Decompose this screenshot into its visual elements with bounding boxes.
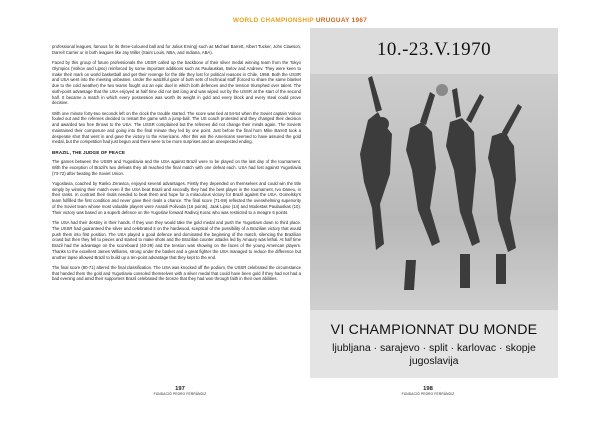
championship-poster-photo xyxy=(310,28,558,378)
championship-title: VI CHAMPIONNAT DU MONDE xyxy=(330,322,538,338)
publisher-credit: FUNDACIÓ PEDRO FERRÁNDIZ xyxy=(153,392,207,396)
paragraph: Yugoslavia, coached by Ranko Zeravica, enjoyed several advantages. Firstly they depended on themselves and could win the title simply by winning their match even if the USA beat Brazil and secondly they had the best player in the tournament, Ivo Daneu, in their ranks. In contrast their rivals needed to beat them and hope for a miraculous victory for Brazil against the USA. Gomelsky's team fulfilled the first condition and never gave their rivals a chance. The final score (71-59) reflected the overwhelming superiority of the Soviet team whose most valuable players were Anatoli Polivoda (16 points), Jaak Lipso (14) and Modestas Paulauskas (10). Their victory was based on a superb defence on the Yugoslav forward Radivoj Korac who was restricted to a meagre 6 points. xyxy=(52,180,301,215)
right-page-footer xyxy=(398,386,458,396)
page-number: 197 xyxy=(175,386,185,392)
championship-dates: 10.-23.V.1970 xyxy=(376,39,492,60)
left-page-footer xyxy=(150,386,210,396)
section-heading: BRAZIL, THE JUDGE OF PEACE xyxy=(52,149,126,155)
paragraph: The games between the USSR and Yugoslavia and the USA against Brazil were to be played on the last day of the tournament. With the exception of Brazil's two defeats they all reached the final match with one defeat each. USA had lost against Yugoslavia (73-72) after beating the Soviet Union. xyxy=(52,159,301,176)
paragraph: With one minute forty-two seconds left on the clock the trouble started. The score was tied at 54-54 when the Soviet captain Volnov fouled out and the referees decided to restart the game with a jump-ball. The US coach protested and they changed their decision and awarded two free throws to the USA. The USSR complained but the referees did not change their minds again. The Soviets maintained their composure and going into the final minute they led by one point. Just before the final horn Mike Barrett took a desperate shot that went in and gave the victory to the Americans. After this win the Americans seemed to have assured the gold medal, but the competition had just begun and there were to be more surprises and an unexpected ending. xyxy=(52,110,301,145)
page-number: 198 xyxy=(423,386,433,392)
ball-icon xyxy=(436,84,448,96)
header-title: WORLD CHAMPIONSHIP xyxy=(232,17,314,24)
running-header xyxy=(0,17,600,24)
paragraph: Faced by this group of future professionals the USSR called up the backbone of their silver medal winning team from the Tokyo Olympics (Volkov and Lipso) reinforced by some important additions such as Paulauskas, Belov and Andreev. They were keen to make their mark on world basketball and get their revenge for the title they lost for political reasons in Chile, 1959. Both the USSR and USA went into the meeting unbeaten. Under the watchful gaze of both sets of technical staff (forced to share the same blanket due to the cold weather) the two teams fought out an epic duel in which both defences and the tension triumphed over talent. The sixth-point advantage that the USA enjoyed at half time did not last long and was wiped out by the USSR at the start of the second half. It became a match in which every possession was worth its weight in gold and every block and every steal could prove decisive. xyxy=(52,60,301,106)
publisher-credit: FUNDACIÓ PEDRO FERRÁNDIZ xyxy=(401,392,455,396)
paragraph: The final score (80-71) altered the final classification. The USA was knocked off the podium, the USSR celebrated the circumstance that handed them the gold and Yugoslavia consoled themselves with a silver medal that could have been gold if they had not had a bad evening and amid their supporters Brazil celebrated the bronze that they had won through faith in their own abilities. xyxy=(52,264,301,282)
host-country: jugoslavija xyxy=(409,355,459,367)
article-body xyxy=(52,44,301,386)
header-year: URUGUAY 1967 xyxy=(315,17,368,24)
host-cities: ljubljana · sarajevo · split · karlovac · skopje xyxy=(332,342,536,354)
paragraph: professional leagues, famous for its three-coloured ball and for Julius Erving) such as Michael Barrett, Albert Tucker, John Clawson, Darrell Carrier or in both leagues like Jay Miller (Saint Louis, NBA, and Indiana, ABA). xyxy=(52,44,301,55)
paragraph: The USA had their destiny in their hands. If they won they would take the gold medal and push the Yugoslavs down to third place. The USSR had guaranteed the silver and celebrated it on the hardwood, sceptical of the possibility of a Brazilian victory that would push them into first position. The USA played a good defence and dominated the beginning of the match, silencing the Brazilian crowd but then they fell to pieces and started to make shots and the Brazilian counter attacks led by Amaury was lethal. At half time Brazil had the advantage on the scoreboard (40-29) and the tension was showing on the faces of the young American players. Thanks to the excellent James Williams, strong under the basket and a great fighter the USA managed to reduce the difference but another lapse allowed Brazil to build up a ten-point advantage that they kept to the end. xyxy=(52,220,301,260)
